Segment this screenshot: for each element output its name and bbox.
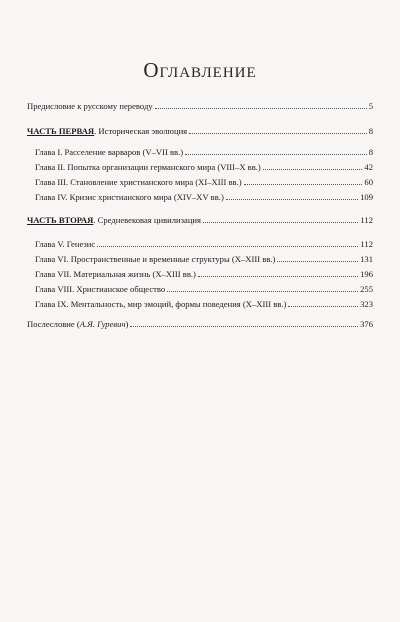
toc-page-number: 255 xyxy=(360,284,373,294)
toc-page-number: 60 xyxy=(364,177,373,187)
page-title: Оглавление xyxy=(143,58,257,82)
toc-entry-chapter xyxy=(35,176,373,187)
dot-leader xyxy=(155,107,367,109)
dot-leader xyxy=(277,260,358,262)
part-title: . Историческая эволюция xyxy=(94,126,188,136)
toc-entry-chapter xyxy=(35,253,373,264)
dot-leader xyxy=(244,183,363,185)
toc-entry-chapter xyxy=(35,191,373,202)
toc-entry-label: Послесловие ( xyxy=(27,319,80,329)
toc-entry-label-end: ) xyxy=(125,319,129,329)
dot-leader xyxy=(203,221,358,223)
toc-entry-chapter xyxy=(35,146,373,157)
toc-entry-label: Глава II. Попытка организации германского мира (VIII–X вв.) xyxy=(35,162,261,172)
dot-leader xyxy=(288,305,358,307)
toc-entry-chapter xyxy=(35,283,373,294)
toc-entry-label: Глава VIII. Христианское общество xyxy=(35,284,166,294)
toc-page-number: 376 xyxy=(360,319,373,329)
toc-entry-chapter xyxy=(35,161,373,172)
toc-entry-chapter xyxy=(35,238,373,249)
toc-page-number: 323 xyxy=(360,299,373,309)
toc-page-number: 42 xyxy=(364,162,373,172)
dot-leader xyxy=(263,168,363,170)
toc-entry-label: Глава V. Генезис xyxy=(35,239,96,249)
toc-entry-chapter xyxy=(35,268,373,279)
toc-entry-label: Предисловие к русскому переводу xyxy=(27,101,153,111)
toc-entry-label: Глава VI. Пространственные и временные структуры (X–XIII вв.) xyxy=(35,254,276,264)
toc-page-number: 196 xyxy=(360,269,373,279)
dot-leader xyxy=(167,290,358,292)
dot-leader xyxy=(185,153,367,155)
part-heading: ЧАСТЬ ВТОРАЯ xyxy=(27,215,94,225)
dot-leader xyxy=(97,245,358,247)
dot-leader xyxy=(198,275,358,277)
toc-entry-part-two xyxy=(27,214,373,225)
toc-page-number: 5 xyxy=(368,101,373,111)
toc-page-number: 131 xyxy=(360,254,373,264)
toc-page-number: 8 xyxy=(368,126,373,136)
toc-entry-part-one xyxy=(27,125,373,136)
part-title: . Средневековая цивилизация xyxy=(93,215,201,225)
dot-leader xyxy=(189,132,367,134)
dot-leader xyxy=(130,325,358,327)
dot-leader xyxy=(226,198,358,200)
toc-page-number: 8 xyxy=(368,147,373,157)
toc-entry-label: Глава I. Расселение варваров (V–VII вв.) xyxy=(35,147,184,157)
toc-page-number: 112 xyxy=(360,215,373,225)
toc-entry-label: Глава III. Становление христианского мира (XI–XIII вв.) xyxy=(35,177,242,187)
toc-entry-afterword xyxy=(27,318,373,329)
afterword-author: А.Я. Гуревич xyxy=(79,319,126,329)
toc-entry-label: Глава IX. Ментальность, мир эмоций, формы поведения (X–XIII вв.) xyxy=(35,299,287,309)
toc-entry-label: Глава IV. Кризис христианского мира (XIV–XV вв.) xyxy=(35,192,224,202)
toc-page-number: 112 xyxy=(360,239,373,249)
toc-entry-label: Глава VII. Материальная жизнь (X–XIII вв.) xyxy=(35,269,196,279)
part-heading: ЧАСТЬ ПЕРВАЯ xyxy=(27,126,95,136)
toc-entry-preface xyxy=(27,100,373,111)
toc-entry-chapter xyxy=(35,298,373,309)
toc-page-number: 109 xyxy=(360,192,373,202)
